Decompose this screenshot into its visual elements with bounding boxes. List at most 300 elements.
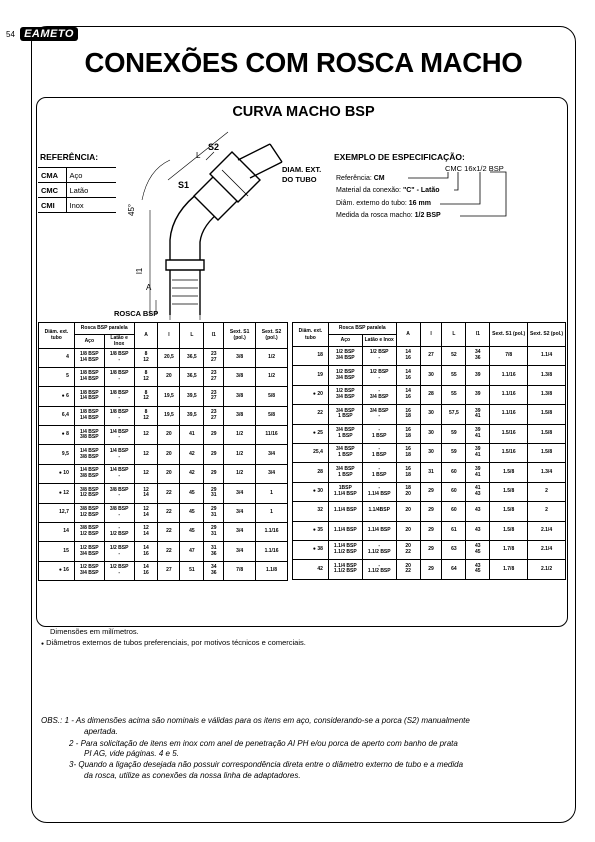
table-cell bbox=[362, 385, 396, 404]
reference-title: REFERÊNCIA: bbox=[40, 152, 99, 162]
dim-l1: 45 bbox=[475, 549, 481, 556]
hex-s2: 1.1/16 bbox=[264, 547, 279, 554]
hex-s2: 3/4 bbox=[268, 450, 276, 457]
hex-s2: 1 bbox=[270, 489, 273, 496]
dim-l: 20 bbox=[166, 373, 172, 380]
preferred-marker-icon: ● bbox=[312, 488, 316, 495]
dim-l1: 36 bbox=[210, 569, 217, 576]
preferred-marker-icon: ● bbox=[312, 429, 316, 436]
dim-L: 60 bbox=[451, 488, 457, 495]
dim-l1: 29 bbox=[210, 431, 217, 438]
dim-a: 16 bbox=[405, 393, 411, 400]
tube-diameter: 15 bbox=[63, 547, 69, 554]
thread-steel: 1.1/4 BSP bbox=[333, 526, 357, 533]
table-row bbox=[39, 348, 288, 367]
hex-s1: 1/2 bbox=[236, 450, 244, 457]
thread-steel: 3/4 BSP bbox=[336, 465, 355, 472]
column-header: Diâm. ext. tubo bbox=[293, 323, 329, 347]
table-cell bbox=[158, 523, 180, 542]
table-row bbox=[293, 482, 566, 501]
table-cell bbox=[104, 542, 134, 561]
dim-a: 12 bbox=[143, 450, 149, 457]
table-cell bbox=[158, 542, 180, 561]
thread-steel: 1.1/4 BSP bbox=[333, 562, 357, 569]
table-cell bbox=[180, 561, 204, 580]
table-cell bbox=[528, 405, 566, 424]
table-cell bbox=[328, 560, 362, 579]
table-row bbox=[293, 424, 566, 443]
table-cell bbox=[420, 540, 442, 559]
table-row bbox=[39, 367, 288, 386]
dim-L: 59 bbox=[451, 429, 457, 436]
preferred-note-text: Diâmetros externos de tubos preferenciais, por motivos técnicos e comerciais. bbox=[46, 638, 306, 647]
thread-steel: 1/8 BSP bbox=[79, 370, 99, 377]
table-cell bbox=[39, 348, 75, 367]
spec-example-code: CMC 16x1/2 BSP bbox=[445, 164, 504, 173]
table-cell bbox=[420, 366, 442, 385]
thread-brass: 1/2 BSP bbox=[369, 349, 389, 356]
table-row bbox=[39, 561, 288, 580]
table-cell bbox=[328, 521, 362, 540]
hex-s2: 2.1/4 bbox=[540, 546, 553, 553]
table-cell bbox=[362, 502, 396, 521]
thread-brass: - bbox=[118, 434, 120, 441]
thread-brass: 3/8 BSP bbox=[109, 506, 129, 513]
table-cell bbox=[180, 426, 204, 445]
table-cell bbox=[528, 463, 566, 482]
thread-steel: 1.1/4 BSP bbox=[333, 543, 357, 550]
table-cell bbox=[420, 347, 442, 366]
thread-brass: - bbox=[118, 525, 120, 532]
hex-s1: 7/8 bbox=[505, 352, 513, 359]
spec-value: CM bbox=[373, 175, 385, 182]
table-cell bbox=[74, 464, 104, 483]
hex-s1: 1.5/8 bbox=[503, 526, 515, 533]
dim-l1: 34 bbox=[475, 349, 481, 356]
hex-s1: 1.5/8 bbox=[503, 488, 515, 495]
table-cell bbox=[396, 502, 420, 521]
table-cell bbox=[104, 445, 134, 464]
table-cell bbox=[328, 405, 362, 424]
table-cell bbox=[362, 443, 396, 462]
table-cell bbox=[293, 347, 329, 366]
table-cell bbox=[490, 424, 528, 443]
dim-L: 55 bbox=[451, 371, 457, 378]
dim-l1: 43 bbox=[475, 526, 481, 533]
table-cell bbox=[466, 347, 490, 366]
table-cell bbox=[528, 385, 566, 404]
table-cell bbox=[104, 523, 134, 542]
obs-item-2 bbox=[69, 739, 458, 749]
table-cell bbox=[328, 463, 362, 482]
thread-brass: 1/4 BSP bbox=[109, 428, 129, 435]
thread-brass: 1 BSP bbox=[371, 471, 387, 478]
thread-steel: 1/4 BSP bbox=[79, 447, 99, 454]
table-cell bbox=[204, 426, 224, 445]
table-cell bbox=[490, 463, 528, 482]
table-cell bbox=[224, 348, 256, 367]
tube-diameter: 35 bbox=[317, 526, 323, 533]
hex-s2: 1.5/8 bbox=[540, 449, 553, 456]
dim-L: 55 bbox=[451, 391, 457, 398]
table-cell bbox=[420, 424, 442, 443]
table-cell bbox=[39, 406, 75, 425]
dim-a: 20 bbox=[405, 490, 411, 497]
table-cell bbox=[442, 560, 466, 579]
drawing-label-l1: l1 bbox=[135, 267, 144, 274]
dim-L: 36,5 bbox=[186, 353, 197, 360]
spec-line-material bbox=[336, 187, 440, 194]
table-row bbox=[293, 463, 566, 482]
dim-l1: 29 bbox=[210, 470, 217, 477]
thread-brass: - bbox=[118, 492, 120, 499]
table-cell bbox=[39, 445, 75, 464]
dim-a: 12 bbox=[143, 376, 149, 383]
dim-a: 16 bbox=[405, 374, 411, 381]
tube-diameter: 28 bbox=[317, 468, 323, 475]
tube-diameter: 32 bbox=[317, 507, 323, 514]
thread-steel: 3/8 BSP bbox=[79, 525, 99, 532]
hex-s2: 1.5/8 bbox=[540, 410, 553, 417]
hex-s2: 1/2 bbox=[268, 373, 276, 380]
dim-l1: 41 bbox=[475, 471, 481, 478]
thread-brass: 1.1/2 BSP bbox=[367, 568, 391, 575]
table-cell bbox=[204, 348, 224, 367]
drawing-label-rosca: ROSCA BSP bbox=[114, 309, 159, 318]
thread-brass: 1/8 BSP bbox=[109, 389, 129, 396]
thread-brass: - bbox=[378, 465, 381, 472]
thread-steel: 1/2 BSP bbox=[336, 388, 355, 395]
dim-l1: 29 bbox=[210, 486, 217, 493]
tube-diameter: 20 bbox=[317, 391, 323, 398]
reference-table bbox=[38, 167, 116, 213]
table-cell bbox=[104, 464, 134, 483]
dim-l: 29 bbox=[428, 546, 434, 553]
thread-brass: - bbox=[118, 356, 120, 363]
dim-l1: 34 bbox=[210, 564, 217, 571]
table-cell bbox=[396, 366, 420, 385]
dim-L: 42 bbox=[189, 470, 195, 477]
hex-s2: 11/16 bbox=[265, 431, 278, 438]
table-cell bbox=[204, 464, 224, 483]
dim-l1: 31 bbox=[210, 511, 217, 518]
table-row bbox=[39, 542, 288, 561]
table-cell bbox=[490, 560, 528, 579]
table-cell bbox=[104, 503, 134, 522]
spec-value: 1/2 BSP bbox=[414, 212, 441, 219]
dim-l1: 39 bbox=[475, 371, 481, 378]
table-cell bbox=[528, 482, 566, 501]
dim-L: 39,5 bbox=[186, 411, 197, 418]
table-cell bbox=[39, 523, 75, 542]
dim-l: 20 bbox=[166, 470, 172, 477]
tube-diameter: 25 bbox=[317, 429, 323, 436]
preferred-marker-icon: ● bbox=[312, 526, 316, 533]
table-cell bbox=[74, 348, 104, 367]
column-header: Sext. S1 (pol.) bbox=[224, 323, 256, 349]
column-header: A bbox=[396, 323, 420, 347]
table-cell bbox=[528, 443, 566, 462]
preferred-marker-icon: ● bbox=[61, 392, 65, 399]
dim-l1: 23 bbox=[210, 350, 217, 357]
column-header: l bbox=[420, 323, 442, 347]
dim-l1: 41 bbox=[475, 452, 481, 459]
tube-diameter: 18 bbox=[317, 352, 323, 359]
dim-l: 30 bbox=[428, 429, 434, 436]
obs-item-1 bbox=[41, 716, 470, 726]
table-cell bbox=[134, 503, 158, 522]
table-cell bbox=[158, 367, 180, 386]
table-cell bbox=[293, 366, 329, 385]
dim-l1: 39 bbox=[475, 391, 481, 398]
hex-s1: 3/4 bbox=[236, 489, 244, 496]
dim-a: 18 bbox=[405, 413, 411, 420]
drawing-label-l: L bbox=[196, 151, 201, 160]
spec-value: "C" - Latão bbox=[402, 187, 440, 194]
obs-item-3-cont: da rosca, utilize as conexões da nossa linha de adaptadores. bbox=[84, 771, 301, 780]
table-cell bbox=[224, 426, 256, 445]
thread-steel: 1/2 BSP bbox=[79, 564, 99, 571]
dim-L: 41 bbox=[189, 431, 195, 438]
hex-s1: 1.5/16 bbox=[501, 429, 516, 436]
hex-s1: 3/4 bbox=[236, 508, 244, 515]
hex-s1: 1/2 bbox=[236, 470, 244, 477]
brand-logo: EAMETO bbox=[20, 27, 78, 41]
table-cell bbox=[442, 482, 466, 501]
thread-steel: 1BSP bbox=[338, 485, 352, 492]
table-cell bbox=[528, 521, 566, 540]
dim-l: 20 bbox=[166, 450, 172, 457]
thread-brass: - bbox=[118, 569, 120, 576]
dim-a: 22 bbox=[405, 568, 411, 575]
table-cell bbox=[134, 523, 158, 542]
dim-l1: 29 bbox=[210, 525, 217, 532]
table-cell bbox=[39, 484, 75, 503]
dim-L: 39,5 bbox=[186, 392, 197, 399]
reference-code: CMI bbox=[38, 198, 66, 213]
thread-steel: 1/2 BSP bbox=[79, 544, 99, 551]
preferred-note bbox=[41, 638, 306, 647]
hex-s1: 3/8 bbox=[236, 392, 244, 399]
table-cell bbox=[328, 385, 362, 404]
hex-s2: 1.5/8 bbox=[540, 429, 553, 436]
table-cell bbox=[528, 540, 566, 559]
spec-label: Referência: bbox=[336, 175, 374, 182]
thread-steel: 1.1/2 BSP bbox=[333, 568, 357, 575]
column-header: Diâm. ext. tubo bbox=[39, 323, 75, 349]
table-cell bbox=[134, 387, 158, 406]
obs-number: 1 - bbox=[64, 716, 74, 725]
dim-L: 61 bbox=[451, 526, 457, 533]
dim-l1: 36 bbox=[475, 355, 481, 362]
thread-steel: 1/2 BSP bbox=[336, 368, 355, 375]
column-header: Latão e Inox bbox=[104, 335, 134, 349]
table-row bbox=[293, 521, 566, 540]
dim-a: 16 bbox=[143, 569, 149, 576]
table-cell bbox=[442, 385, 466, 404]
table-cell bbox=[328, 366, 362, 385]
table-cell bbox=[466, 540, 490, 559]
table-cell bbox=[104, 348, 134, 367]
table-cell bbox=[256, 387, 288, 406]
reference-material: Latão bbox=[66, 183, 116, 198]
thread-brass: 1.1/4 BSP bbox=[367, 526, 391, 533]
table-cell bbox=[293, 502, 329, 521]
table-cell bbox=[224, 445, 256, 464]
table-cell bbox=[466, 482, 490, 501]
thread-steel: 1 BSP bbox=[338, 471, 353, 478]
hex-s2: 1.1/16 bbox=[264, 528, 279, 535]
dim-L: 64 bbox=[451, 565, 457, 572]
preferred-marker-icon: ● bbox=[61, 431, 65, 438]
table-cell bbox=[204, 503, 224, 522]
thread-steel: 1/4 BSP bbox=[79, 428, 99, 435]
table-cell bbox=[134, 367, 158, 386]
thread-steel: 1/4 BSP bbox=[79, 414, 99, 421]
hex-s2: 2 bbox=[545, 507, 548, 514]
thread-brass: 1 BSP bbox=[371, 452, 387, 459]
table-cell bbox=[204, 484, 224, 503]
table-cell bbox=[204, 406, 224, 425]
page-number: 54 bbox=[6, 30, 15, 39]
thread-steel: 3/4 BSP bbox=[336, 393, 355, 400]
column-header: Sext. S2 (pol.) bbox=[528, 323, 566, 347]
table-cell bbox=[104, 406, 134, 425]
dim-a: 14 bbox=[143, 511, 149, 518]
dim-l1: 41 bbox=[475, 413, 481, 420]
thread-steel: 3/8 BSP bbox=[79, 453, 99, 460]
spec-example-title: EXEMPLO DE ESPECIFICAÇÃO: bbox=[334, 152, 465, 162]
thread-steel: 3/8 BSP bbox=[79, 506, 99, 513]
dim-a: 18 bbox=[405, 432, 411, 439]
reference-code: CMA bbox=[38, 168, 66, 183]
table-cell bbox=[362, 463, 396, 482]
table-cell bbox=[442, 521, 466, 540]
tube-diameter: 42 bbox=[317, 565, 323, 572]
thread-steel: 3/4 BSP bbox=[336, 427, 355, 433]
dim-a: 20 bbox=[405, 562, 411, 569]
table-cell bbox=[204, 387, 224, 406]
column-header: Rosca BSP paralela bbox=[74, 323, 134, 335]
table-cell bbox=[396, 405, 420, 424]
reference-row bbox=[38, 168, 116, 183]
table-header-row bbox=[39, 323, 288, 335]
hex-s1: 1.7/8 bbox=[503, 565, 515, 572]
hex-s2: 1/2 bbox=[268, 353, 276, 360]
table-cell bbox=[420, 502, 442, 521]
table-cell bbox=[256, 523, 288, 542]
table-cell bbox=[362, 540, 396, 559]
dim-l1: 27 bbox=[210, 395, 217, 402]
obs-number: 3- bbox=[69, 760, 77, 769]
table-cell bbox=[104, 367, 134, 386]
hex-s2: 2 bbox=[545, 488, 548, 495]
hex-s1: 3/4 bbox=[236, 547, 244, 554]
obs-item-2-cont: PI AG, vide páginas. 4 e 5. bbox=[84, 749, 179, 758]
table-cell bbox=[442, 443, 466, 462]
table-cell bbox=[420, 385, 442, 404]
dim-a: 8 bbox=[144, 350, 148, 357]
column-header: Sext. S1 (pol.) bbox=[490, 323, 528, 347]
hex-s1: 3/8 bbox=[236, 353, 244, 360]
table-cell bbox=[420, 443, 442, 462]
column-header: l bbox=[158, 323, 180, 349]
table-cell bbox=[420, 482, 442, 501]
dim-L: 51 bbox=[189, 567, 195, 574]
dim-a: 18 bbox=[405, 485, 411, 492]
dim-a: 12 bbox=[143, 395, 149, 402]
hex-s2: 1.3/8 bbox=[540, 391, 553, 398]
table-cell bbox=[256, 426, 288, 445]
thread-brass: - bbox=[118, 550, 120, 557]
thread-brass: 1/2 BSP bbox=[109, 531, 129, 538]
table-cell bbox=[490, 521, 528, 540]
thread-brass: - bbox=[118, 376, 120, 383]
obs-number: 2 - bbox=[69, 739, 79, 748]
fitting-drawing bbox=[110, 130, 330, 320]
table-cell bbox=[39, 464, 75, 483]
table-cell bbox=[256, 542, 288, 561]
table-cell bbox=[74, 503, 104, 522]
table-cell bbox=[158, 445, 180, 464]
dim-a: 20 bbox=[405, 507, 411, 514]
thread-brass: - bbox=[378, 413, 381, 420]
thread-brass: - bbox=[378, 355, 381, 362]
table-cell bbox=[466, 405, 490, 424]
table-cell bbox=[293, 443, 329, 462]
dim-a: 18 bbox=[405, 471, 411, 478]
table-cell bbox=[39, 503, 75, 522]
table-cell bbox=[204, 445, 224, 464]
thread-steel: 3/8 BSP bbox=[79, 473, 99, 480]
column-header: L bbox=[442, 323, 466, 347]
thread-steel: 1/2 BSP bbox=[79, 531, 99, 538]
dim-a: 14 bbox=[405, 388, 411, 395]
preferred-marker-icon: ● bbox=[58, 489, 62, 496]
thread-steel: 3/4 BSP bbox=[79, 569, 99, 576]
dim-L: 57,5 bbox=[449, 410, 459, 417]
table-row bbox=[293, 366, 566, 385]
dim-a: 18 bbox=[405, 452, 411, 459]
table-cell bbox=[420, 560, 442, 579]
hex-s1: 1.5/8 bbox=[503, 468, 515, 475]
table-row bbox=[39, 523, 288, 542]
dim-l: 28 bbox=[428, 391, 434, 398]
table-cell bbox=[466, 424, 490, 443]
tube-diameter: 30 bbox=[317, 488, 323, 495]
thread-steel: 1/4 BSP bbox=[79, 395, 99, 402]
table-cell bbox=[490, 405, 528, 424]
table-cell bbox=[180, 406, 204, 425]
table-cell bbox=[204, 542, 224, 561]
dim-a: 16 bbox=[405, 465, 411, 472]
table-cell bbox=[104, 561, 134, 580]
dim-l1: 43 bbox=[475, 543, 481, 550]
reference-row bbox=[38, 183, 116, 198]
table-row bbox=[39, 464, 288, 483]
thread-steel: 1/2 BSP bbox=[336, 349, 355, 356]
table-cell bbox=[442, 463, 466, 482]
tube-diameter: 4 bbox=[66, 353, 69, 360]
thread-brass: - bbox=[118, 414, 120, 421]
dim-l1: 31 bbox=[210, 544, 217, 551]
table-cell bbox=[328, 502, 362, 521]
obs-item-3 bbox=[69, 760, 463, 770]
table-cell bbox=[256, 367, 288, 386]
table-row bbox=[293, 560, 566, 579]
dim-L: 42 bbox=[189, 450, 195, 457]
table-row bbox=[293, 385, 566, 404]
